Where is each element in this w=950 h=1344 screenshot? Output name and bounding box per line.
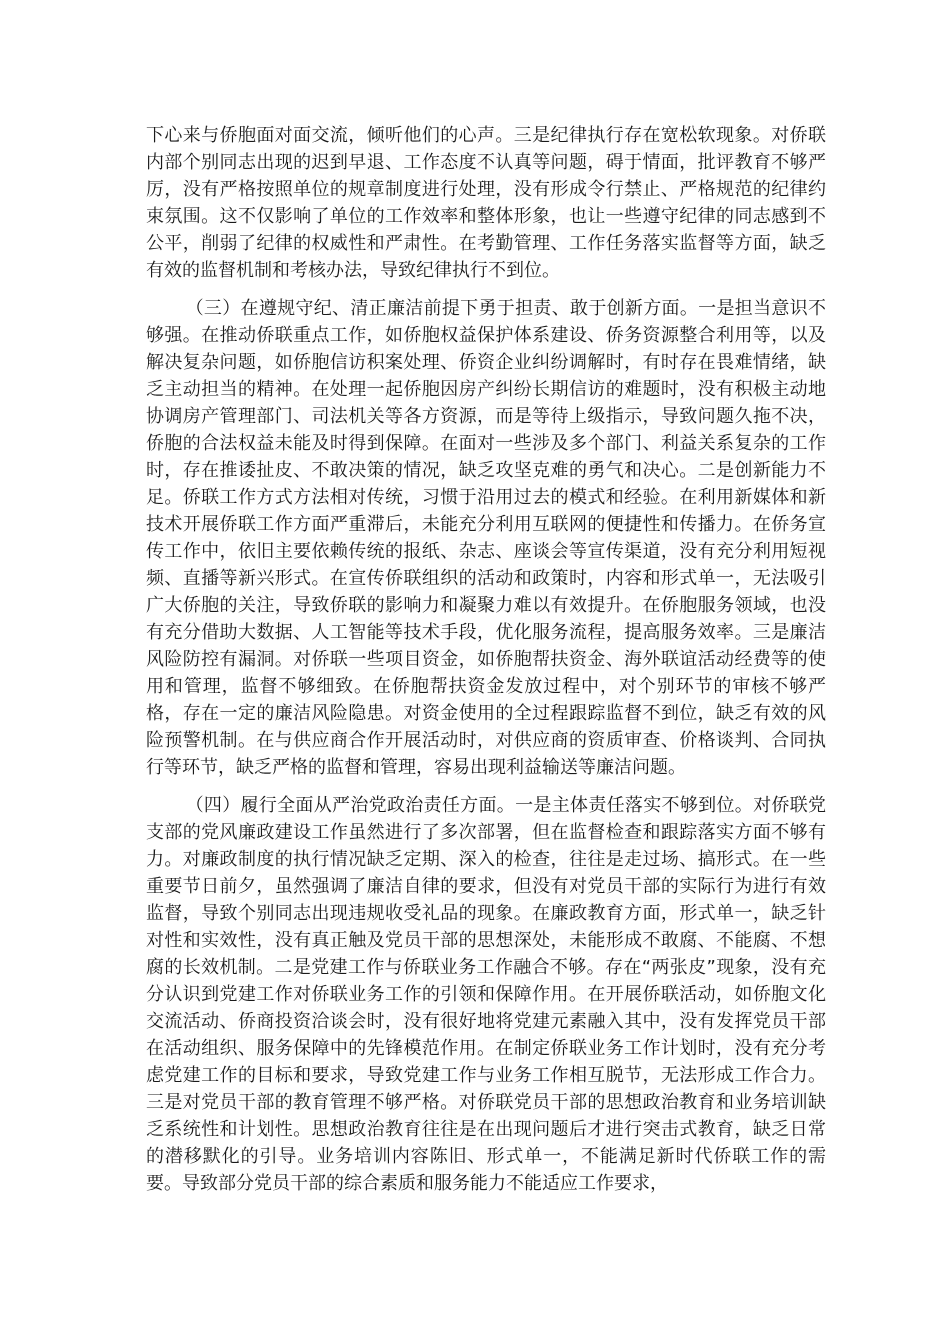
paragraph-continuation: 下心来与侨胞面对面交流，倾听他们的心声。三是纪律执行存在宽松软现象。对侨联内部个别同志出现的迟到早退、工作态度不认真等问题，碍于情面，批评教育不够严厉，没有严格按照单位的规章制度进行处理，没有形成令行禁止、严格规范的纪律约束氛围。这不仅影响了单位的工作效率和整体形象，也让一些遵守纪律的同志感到不公平，削弱了纪律的权威性和严肃性。在考勤管理、工作任务落实监督等方面，缺乏有效的监督机制和考核办法，导致纪律执行不到位。	[146, 125, 826, 281]
document-body	[146, 122, 826, 1208]
paragraph-section-3: （三）在遵规守纪、清正廉洁前提下勇于担责、敢于创新方面。一是担当意识不够强。在推动侨联重点工作，如侨胞权益保护体系建设、侨务资源整合利用等，以及解决复杂问题，如侨胞信访积案处理、侨资企业纠纷调解时，有时存在畏难情绪，缺乏主动担当的精神。在处理一起侨胞因房产纠纷长期信访的难题时，没有积极主动地协调房产管理部门、司法机关等各方资源，而是等待上级指示，导致问题久拖不决，侨胞的合法权益未能及时得到保障。在面对一些涉及多个部门、利益关系复杂的工作时，存在推诿扯皮、不敢决策的情况，缺乏攻坚克难的勇气和决心。二是创新能力不足。侨联工作方式方法相对传统，习惯于沿用过去的模式和经验。在利用新媒体和新技术开展侨联工作方面严重滞后，未能充分利用互联网的便捷性和传播力。在侨务宣传工作中，依旧主要依赖传统的报纸、杂志、座谈会等宣传渠道，没有充分利用短视频、直播等新兴形式。在宣传侨联组织的活动和政策时，内容和形式单一，无法吸引广大侨胞的关注，导致侨联的影响力和凝聚力难以有效提升。在侨胞服务领域，也没有充分借助大数据、人工智能等技术手段，优化服务流程，提高服务效率。三是廉洁风险防控有漏洞。对侨联一些项目资金，如侨胞帮扶资金、海外联谊活动经费等的使用和管理，监督不够细致。在侨胞帮扶资金发放过程中，对个别环节的审核不够严格，存在一定的廉洁风险隐患。对资金使用的全过程跟踪监督不到位，缺乏有效的风险预警机制。在与供应商合作开展活动时，对供应商的资质审查、价格谈判、合同执行等环节，缺乏严格的监督和管理，容易出现利益输送等廉洁问题。	[146, 298, 826, 778]
paragraph-section-4: （四）履行全面从严治党政治责任方面。一是主体责任落实不够到位。对侨联党支部的党风廉政建设工作虽然进行了多次部署，但在监督检查和跟踪落实方面不够有力。对廉政制度的执行情况缺乏定期、深入的检查，往往是走过场、搞形式。在一些重要节日前夕，虽然强调了廉洁自律的要求，但没有对党员干部的实际行为进行有效监督，导致个别同志出现违规收受礼品的现象。在廉政教育方面，形式单一，缺乏针对性和实效性，没有真正触及党员干部的思想深处，未能形成不敢腐、不能腐、不想腐的长效机制。二是党建工作与侨联业务工作融合不够。存在“两张皮”现象，没有充分认识到党建工作对侨联业务工作的引领和保障作用。在开展侨联活动，如侨胞文化交流活动、侨商投资洽谈会时，没有很好地将党建元素融入其中，没有发挥党员干部在活动组织、服务保障中的先锋模范作用。在制定侨联业务工作计划时，没有充分考虑党建工作的目标和要求，导致党建工作与业务工作相互脱节，无法形成工作合力。三是对党员干部的教育管理不够严格。对侨联党员干部的思想政治教育和业务培训缺乏系统性和计划性。思想政治教育往往是在出现问题后才进行突击式教育，缺乏日常的潜移默化的引导。业务培训内容陈旧、形式单一，不能满足新时代侨联工作的需要。导致部分党员干部的综合素质和服务能力不能适应工作要求，	[146, 795, 826, 1194]
